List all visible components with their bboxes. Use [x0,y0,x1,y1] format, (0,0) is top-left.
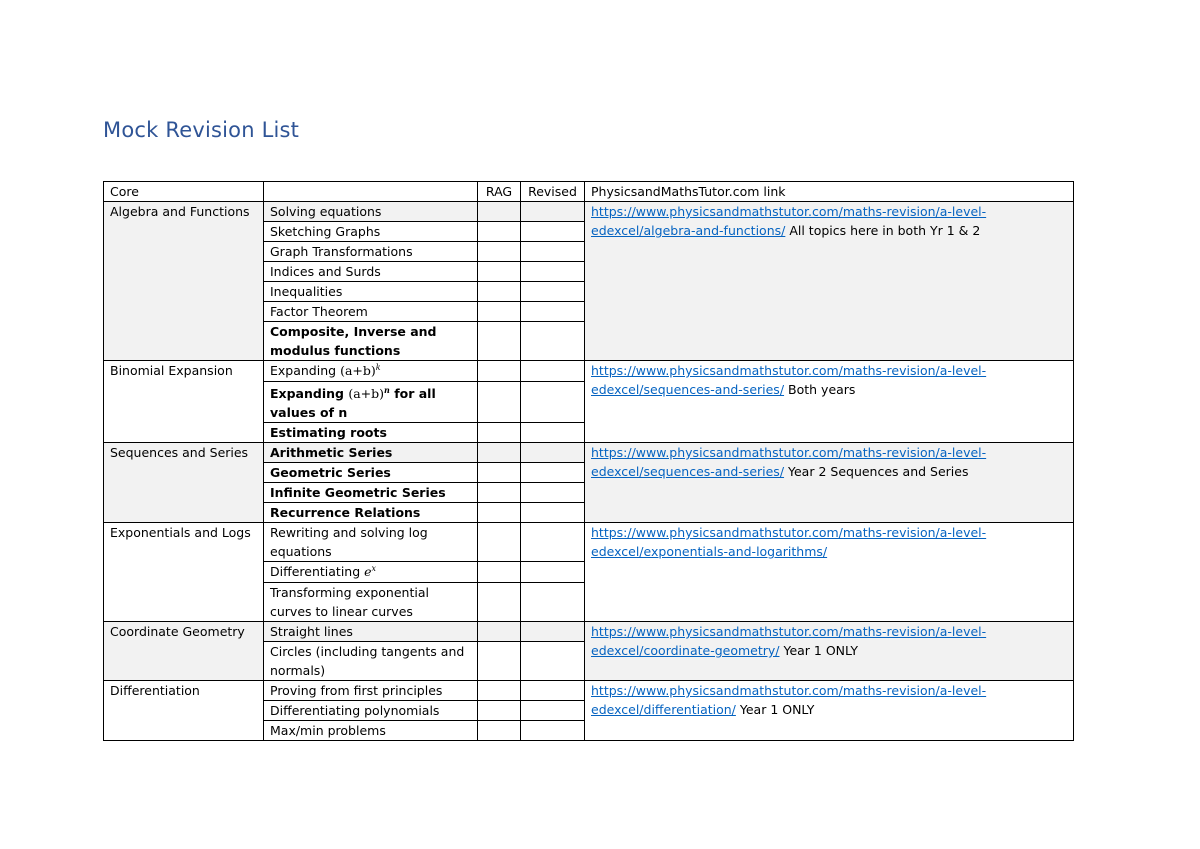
rag-cell[interactable] [478,302,521,322]
revised-cell[interactable] [521,503,585,523]
category-cell: Differentiation [104,681,264,741]
link-note: Year 2 Sequences and Series [784,464,969,479]
table-row [104,622,1074,642]
revised-cell[interactable] [521,382,585,423]
revised-cell[interactable] [521,721,585,741]
link-note: Year 1 ONLY [779,643,858,658]
topic-cell: Infinite Geometric Series [264,483,478,503]
topic-cell: Arithmetic Series [264,443,478,463]
revised-cell[interactable] [521,622,585,642]
revised-cell[interactable] [521,242,585,262]
rag-cell[interactable] [478,523,521,562]
topic-cell: Circles (including tangents and normals) [264,642,478,681]
topic-cell: Rewriting and solving log equations [264,523,478,562]
rag-cell[interactable] [478,262,521,282]
header-rag: RAG [478,182,521,202]
revised-cell[interactable] [521,282,585,302]
rag-cell[interactable] [478,202,521,222]
rag-cell[interactable] [478,642,521,681]
topic-cell: Recurrence Relations [264,503,478,523]
rag-cell[interactable] [478,721,521,741]
resource-link[interactable]: https://www.physicsandmathstutor.com/maths-revision/a-level- edexcel/coordinate-geometry/ [591,624,987,658]
topic-cell: Composite, Inverse and modulus functions [264,322,478,361]
topic-cell: Estimating roots [264,423,478,443]
topic-cell: Geometric Series [264,463,478,483]
rag-cell[interactable] [478,483,521,503]
topic-cell: Expanding $(a+b)^n$ for all values of n [264,382,478,423]
topic-cell: Factor Theorem [264,302,478,322]
revised-cell[interactable] [521,361,585,382]
resource-link[interactable]: https://www.physicsandmathstutor.com/maths-revision/a-level- edexcel/differentiation/ [591,683,987,717]
rag-cell[interactable] [478,622,521,642]
topic-cell: Proving from first principles [264,681,478,701]
page-title: Mock Revision List [103,118,300,142]
revised-cell[interactable] [521,523,585,562]
link-cell [585,681,1074,741]
table-row [104,523,1074,562]
category-cell: Algebra and Functions [104,202,264,361]
resource-link[interactable]: https://www.physicsandmathstutor.com/maths-revision/a-level- edexcel/sequences-and-series/ [591,445,987,479]
revised-cell[interactable] [521,222,585,242]
topic-cell: Straight lines [264,622,478,642]
rag-cell[interactable] [478,382,521,423]
rag-cell[interactable] [478,562,521,583]
category-cell: Exponentials and Logs [104,523,264,622]
topic-cell: Transforming exponential curves to linear curves [264,583,478,622]
rag-cell[interactable] [478,242,521,262]
topic-cell: Sketching Graphs [264,222,478,242]
link-note: Both years [784,382,856,397]
topic-cell: Solving equations [264,202,478,222]
rag-cell[interactable] [478,282,521,302]
rag-cell[interactable] [478,503,521,523]
revised-cell[interactable] [521,302,585,322]
header-link: PhysicsandMathsTutor.com link [585,182,1074,202]
revised-cell[interactable] [521,562,585,583]
resource-link[interactable]: https://www.physicsandmathstutor.com/maths-revision/a-level- edexcel/algebra-and-functions/ [591,204,987,238]
table-row [104,202,1074,222]
rag-cell[interactable] [478,443,521,463]
revised-cell[interactable] [521,202,585,222]
rag-cell[interactable] [478,423,521,443]
table-row [104,361,1074,382]
link-cell [585,443,1074,523]
rag-cell[interactable] [478,222,521,242]
link-cell [585,361,1074,443]
revised-cell[interactable] [521,443,585,463]
rag-cell[interactable] [478,681,521,701]
topic-cell: Expanding $(a+b)^k$ [264,361,478,382]
revised-cell[interactable] [521,322,585,361]
resource-link[interactable]: https://www.physicsandmathstutor.com/maths-revision/a-level- edexcel/sequences-and-series/ [591,363,987,397]
rag-cell[interactable] [478,583,521,622]
revision-table [103,181,1074,741]
revised-cell[interactable] [521,262,585,282]
category-cell: Coordinate Geometry [104,622,264,681]
link-cell [585,202,1074,361]
header-core: Core [104,182,264,202]
revised-cell[interactable] [521,483,585,503]
topic-cell: Max/min problems [264,721,478,741]
table-row [104,443,1074,463]
revised-cell[interactable] [521,423,585,443]
rag-cell[interactable] [478,361,521,382]
revised-cell[interactable] [521,701,585,721]
topic-cell: Differentiating polynomials [264,701,478,721]
topic-cell: Differentiating $e^x$ [264,562,478,583]
link-note: Year 1 ONLY [735,702,815,717]
link-cell [585,523,1074,622]
rag-cell[interactable] [478,322,521,361]
topic-cell: Indices and Surds [264,262,478,282]
link-cell [585,622,1074,681]
resource-link[interactable]: https://www.physicsandmathstutor.com/maths-revision/a-level- edexcel/exponentials-and-logarithms/ [591,525,987,559]
category-cell: Binomial Expansion [104,361,264,443]
header-revised: Revised [521,182,585,202]
category-cell: Sequences and Series [104,443,264,523]
header-row [104,182,1074,202]
header-topic [264,182,478,202]
topic-cell: Graph Transformations [264,242,478,262]
topic-cell: Inequalities [264,282,478,302]
revised-cell[interactable] [521,463,585,483]
revised-cell[interactable] [521,583,585,622]
rag-cell[interactable] [478,701,521,721]
table-row [104,681,1074,701]
rag-cell[interactable] [478,463,521,483]
revised-cell[interactable] [521,681,585,701]
revised-cell[interactable] [521,642,585,681]
link-note: All topics here in both Yr 1 & 2 [785,223,981,238]
